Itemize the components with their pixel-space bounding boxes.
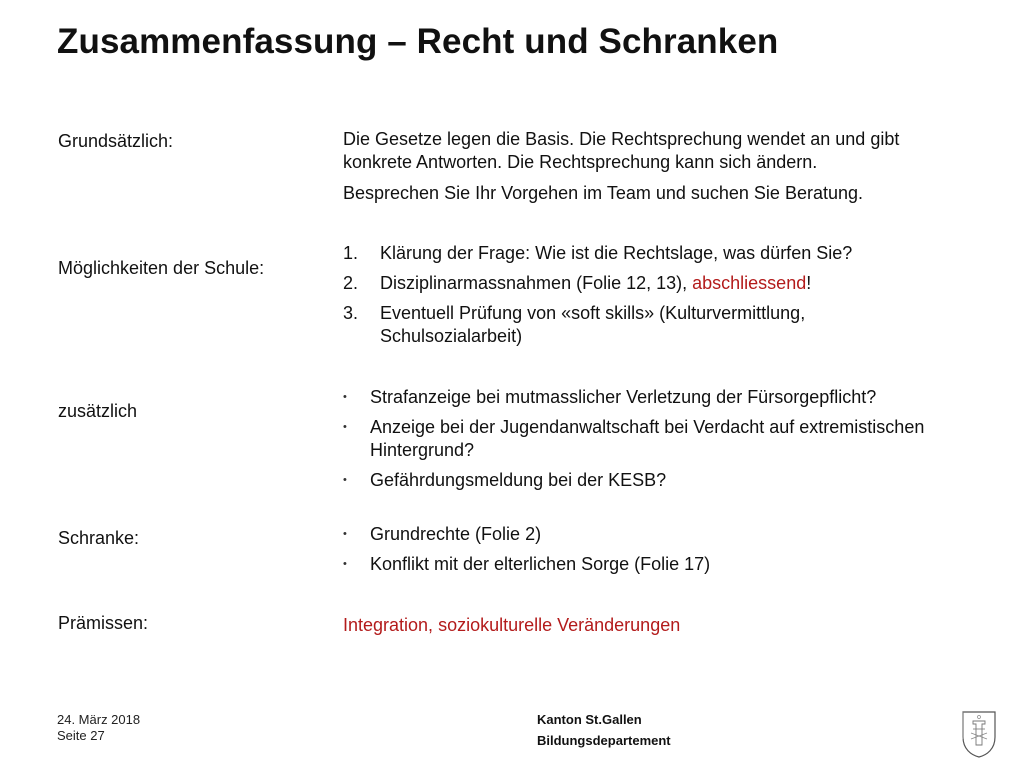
grundsaetzlich-paragraph-1 — [343, 128, 993, 174]
footer-page-number: Seite 27 — [57, 728, 105, 743]
footer-date-page — [57, 712, 140, 744]
highlight-abschliessend: abschliessend — [692, 273, 807, 293]
list-item — [343, 416, 993, 462]
label-schranke: Schranke: — [58, 528, 140, 548]
footer-organization — [537, 709, 671, 751]
footer-org-line2: Bildungsdepartement — [537, 733, 671, 748]
grundsaetzlich-paragraph-2 — [343, 182, 993, 205]
grundsaetzlich-p2: Besprechen Sie Ihr Vorgehen im Team und suchen Sie Beratung. — [343, 183, 863, 203]
list-item-text: Gefährdungsmeldung bei der KESB? — [370, 470, 667, 490]
list-item — [343, 242, 993, 265]
bullet-list-zusaetzlich — [343, 386, 993, 492]
list-item — [343, 553, 993, 576]
label-grundsaetzlich: Grundsätzlich: — [58, 131, 174, 151]
bullet-icon: • — [343, 558, 347, 570]
list-item-text-line1: Eventuell Prüfung von «soft skills» (Kulturvermittlung, — [380, 303, 806, 323]
list-number: 2. — [343, 273, 359, 293]
grundsaetzlich-p1-line2: konkrete Antworten. Die Rechtsprechung kann sich ändern. — [343, 152, 818, 172]
praemissen-text: Integration, soziokulturelle Veränderungen — [343, 615, 681, 635]
bullet-icon: • — [343, 528, 347, 540]
page-title: Zusammenfassung – Recht und Schranken — [57, 22, 779, 61]
list-number: 1. — [343, 243, 359, 263]
list-item — [343, 523, 993, 546]
label-zusaetzlich: zusätzlich — [58, 401, 138, 421]
numbered-list-moeglichkeiten — [343, 242, 993, 348]
list-item-text-line2: Schulsozialarbeit) — [380, 326, 523, 346]
list-item — [343, 469, 993, 492]
list-item — [343, 272, 993, 295]
label-moeglichkeiten: Möglichkeiten der Schule: — [58, 258, 265, 278]
section-grundsaetzlich — [343, 128, 993, 205]
grundsaetzlich-p1-line1: Die Gesetze legen die Basis. Die Rechtsprechung wendet an und gibt — [343, 129, 900, 149]
list-item-text — [380, 272, 993, 295]
list-item-text: Klärung der Frage: Wie ist die Rechtslage, was dürfen Sie? — [380, 243, 853, 263]
bullet-icon: • — [343, 391, 347, 403]
list-item-text: Strafanzeige bei mutmasslicher Verletzung der Fürsorgepflicht? — [370, 387, 877, 407]
bullet-list-schranke — [343, 523, 993, 576]
list-item-text: Konflikt mit der elterlichen Sorge (Folie 17) — [370, 554, 711, 574]
list-item — [343, 302, 993, 348]
footer-org-line1: Kanton St.Gallen — [537, 712, 642, 727]
list-item-text-line2: Hintergrund? — [370, 440, 475, 460]
list-item-text: Grundrechte (Folie 2) — [370, 524, 542, 544]
bullet-icon: • — [343, 474, 347, 486]
footer-date: 24. März 2018 — [57, 712, 141, 727]
bullet-icon: • — [343, 421, 347, 433]
st-gallen-crest-icon — [957, 709, 1001, 759]
list-item — [343, 386, 993, 409]
list-item-text-line1: Anzeige bei der Jugendanwaltschaft bei Verdacht auf extremistischen — [370, 417, 925, 437]
list-item-text-before: Disziplinarmassnahmen (Folie 12, 13), — [380, 273, 693, 293]
list-number: 3. — [343, 303, 359, 323]
list-item-text-after: ! — [806, 273, 812, 293]
label-praemissen: Prämissen: — [58, 613, 149, 633]
